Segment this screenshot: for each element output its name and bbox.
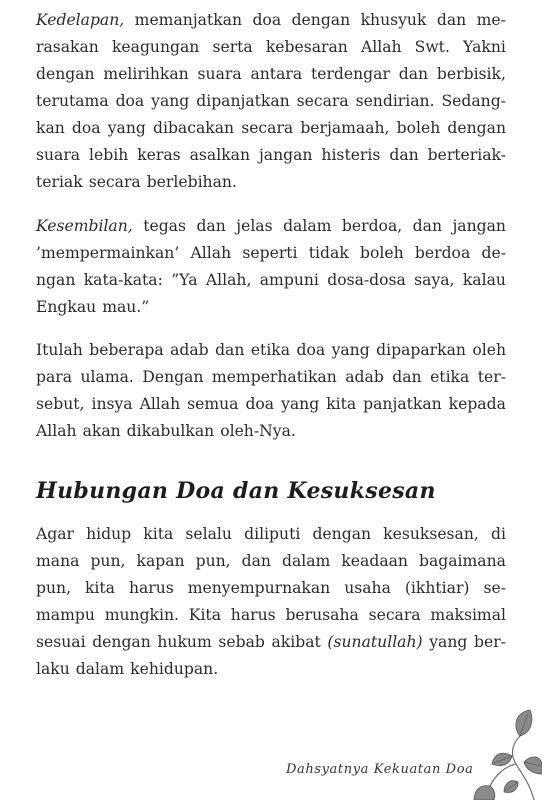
word: doa xyxy=(296,341,326,359)
word: diliputi xyxy=(244,525,301,543)
word: adab xyxy=(345,368,384,386)
word: mau.” xyxy=(102,298,150,316)
word: mampu xyxy=(36,606,95,624)
text-line xyxy=(36,142,506,169)
text-line xyxy=(36,656,506,683)
word: terdengar xyxy=(310,65,390,83)
word: adab xyxy=(170,341,209,359)
word: doa xyxy=(115,92,145,110)
word: yang xyxy=(107,119,146,137)
word: ”Ya xyxy=(171,271,198,289)
word: kita xyxy=(84,579,115,597)
word: pun, xyxy=(36,579,72,597)
word: ulama. xyxy=(80,368,134,386)
word: maksimal xyxy=(430,606,506,624)
word: sendirian. xyxy=(355,92,435,110)
word: hidup xyxy=(86,525,132,543)
word: kebesaran xyxy=(265,38,348,56)
text-line xyxy=(36,240,506,267)
word: lebih xyxy=(89,146,129,164)
text-line xyxy=(36,548,506,575)
word: secara xyxy=(241,119,294,137)
word: keras xyxy=(137,146,181,164)
word: de- xyxy=(481,244,506,262)
word: Allah xyxy=(36,422,77,440)
word: kesuksesan, xyxy=(383,525,479,543)
word: kan xyxy=(36,119,65,137)
word: memanjatkan xyxy=(134,11,243,29)
word: oleh xyxy=(472,341,506,359)
word: Allah, xyxy=(205,271,252,289)
word: Agar xyxy=(36,525,74,543)
word: boleh xyxy=(360,244,404,262)
word: asalkan xyxy=(189,146,250,164)
word: laku xyxy=(36,660,70,678)
word: Dengan xyxy=(142,368,204,386)
word: dan xyxy=(389,146,419,164)
text-line xyxy=(36,61,506,88)
word: dipanjatkan xyxy=(196,92,290,110)
text-line xyxy=(36,267,506,294)
word: dipaparkan xyxy=(376,341,466,359)
word: teriak xyxy=(36,173,83,191)
word: dan xyxy=(412,217,442,235)
word: rasakan xyxy=(36,38,99,56)
word: ter- xyxy=(477,368,506,386)
word: saya, xyxy=(414,271,455,289)
word: dalam xyxy=(281,552,331,570)
word: tidak xyxy=(308,244,349,262)
word: kita xyxy=(326,395,357,413)
text-line xyxy=(36,575,506,602)
word: Kita xyxy=(188,606,221,624)
paragraph-kedelapan xyxy=(36,7,506,196)
text-line xyxy=(36,391,506,418)
word: dalam xyxy=(283,217,332,235)
word: dengan xyxy=(447,119,506,137)
word: harus xyxy=(230,606,276,624)
word: Sedang- xyxy=(441,92,506,110)
word: histeris xyxy=(321,146,381,164)
word: Kesembilan, xyxy=(36,217,133,235)
word: doa xyxy=(245,395,275,413)
word: dan xyxy=(436,11,467,29)
word: Itulah xyxy=(36,341,83,359)
word: mungkin. xyxy=(104,606,179,624)
word: suara xyxy=(36,146,81,164)
word: yang xyxy=(151,92,190,110)
word: Engkau xyxy=(36,298,97,316)
text-line xyxy=(36,115,506,142)
word: hukum xyxy=(157,633,212,651)
word: berdoa xyxy=(414,244,471,262)
word: para xyxy=(36,368,73,386)
word: suara xyxy=(197,65,242,83)
word: boleh xyxy=(396,119,441,137)
word: sesuai xyxy=(36,633,86,651)
word: dibacakan xyxy=(152,119,235,137)
word: kata-kata: xyxy=(83,271,163,289)
word: pun, xyxy=(195,552,231,570)
word: Allah xyxy=(360,38,402,56)
word: terutama xyxy=(36,92,109,110)
word: antara xyxy=(250,65,303,83)
word: seperti xyxy=(242,244,298,262)
word: ampuni xyxy=(259,271,319,289)
word: berbisik, xyxy=(436,65,506,83)
word: dalam xyxy=(75,660,125,678)
word: kepada xyxy=(448,395,506,413)
word: secara xyxy=(88,173,141,191)
word: dan xyxy=(215,341,245,359)
text-line xyxy=(36,213,506,240)
leaf-vine-icon xyxy=(472,704,542,800)
word: ngan xyxy=(36,271,76,289)
section-heading: Hubungan Doa dan Kesuksesan xyxy=(36,478,436,504)
text-line xyxy=(36,169,506,196)
word: Swt. xyxy=(414,38,450,56)
word: di xyxy=(490,525,506,543)
word: dosa-dosa xyxy=(327,271,406,289)
text-line xyxy=(36,602,506,629)
word: keagungan xyxy=(111,38,200,56)
word: (sunatullah) xyxy=(327,633,423,651)
word: kapan xyxy=(136,552,185,570)
word: panjatkan xyxy=(363,395,442,413)
word: harus xyxy=(128,579,174,597)
word: jangan xyxy=(258,146,313,164)
text-line xyxy=(36,337,506,364)
word: dan xyxy=(196,217,226,235)
text-line xyxy=(36,34,506,61)
word: pun, xyxy=(90,552,126,570)
word: dan xyxy=(392,368,422,386)
word: doa xyxy=(71,119,101,137)
word: bagaimana xyxy=(418,552,506,570)
text-line xyxy=(36,294,506,321)
word: kalau xyxy=(462,271,506,289)
word: berteriak- xyxy=(427,146,506,164)
word: ber- xyxy=(474,633,506,651)
word: tegas xyxy=(143,217,186,235)
word: insya xyxy=(91,395,133,413)
word: mana xyxy=(36,552,80,570)
word: oleh-Nya. xyxy=(220,422,296,440)
word: dengan xyxy=(92,633,151,651)
word: secara xyxy=(368,606,421,624)
word: berusaha xyxy=(285,606,359,624)
word: dengan xyxy=(312,525,372,543)
running-footer-title: Dahsyatnya Kekuatan Doa xyxy=(286,762,474,777)
word: me- xyxy=(476,11,506,29)
word: keadaan xyxy=(341,552,408,570)
word: secara xyxy=(296,92,349,110)
word: dan xyxy=(398,65,429,83)
word: selalu xyxy=(185,525,232,543)
word: berdoa, xyxy=(341,217,403,235)
text-line xyxy=(36,364,506,391)
word: akan xyxy=(82,422,121,440)
word: dengan xyxy=(291,11,351,29)
word: berlebihan. xyxy=(146,173,237,191)
paragraph-summary xyxy=(36,337,506,445)
paragraph-kesuksesan xyxy=(36,521,506,683)
word: beberapa xyxy=(89,341,164,359)
word: Allah xyxy=(190,244,232,262)
word: memperhatikan xyxy=(211,368,337,386)
word: jelas xyxy=(236,217,273,235)
text-line xyxy=(36,629,506,656)
word: Allah xyxy=(139,395,181,413)
word: semua xyxy=(187,395,239,413)
word: jangan xyxy=(452,217,506,235)
word: Kedelapan, xyxy=(36,11,125,29)
text-line xyxy=(36,7,506,34)
paragraph-kesembilan xyxy=(36,213,506,321)
word: berjamaah, xyxy=(300,119,390,137)
text-line xyxy=(36,88,506,115)
word: kita xyxy=(143,525,174,543)
word: usaha xyxy=(344,579,391,597)
word: melirihkan xyxy=(103,65,189,83)
word: dengan xyxy=(36,65,95,83)
word: akibat xyxy=(271,633,321,651)
word: etika xyxy=(250,341,291,359)
word: serta xyxy=(212,38,253,56)
word: Yakni xyxy=(463,38,506,56)
word: dikabulkan xyxy=(126,422,215,440)
word: sebut, xyxy=(36,395,85,413)
word: sebab xyxy=(218,633,265,651)
word: menyempurnakan xyxy=(187,579,331,597)
word: yang xyxy=(281,395,320,413)
word: kehidupan. xyxy=(130,660,219,678)
word: (ikhtiar) xyxy=(404,579,470,597)
text-line xyxy=(36,418,506,445)
word: khusyuk xyxy=(360,11,427,29)
word: yang xyxy=(331,341,370,359)
word: etika xyxy=(430,368,470,386)
word: doa xyxy=(252,11,282,29)
text-line xyxy=(36,521,506,548)
word: se- xyxy=(483,579,506,597)
word: ’mempermainkan’ xyxy=(36,244,180,262)
word: yang xyxy=(429,633,468,651)
word: dan xyxy=(241,552,271,570)
